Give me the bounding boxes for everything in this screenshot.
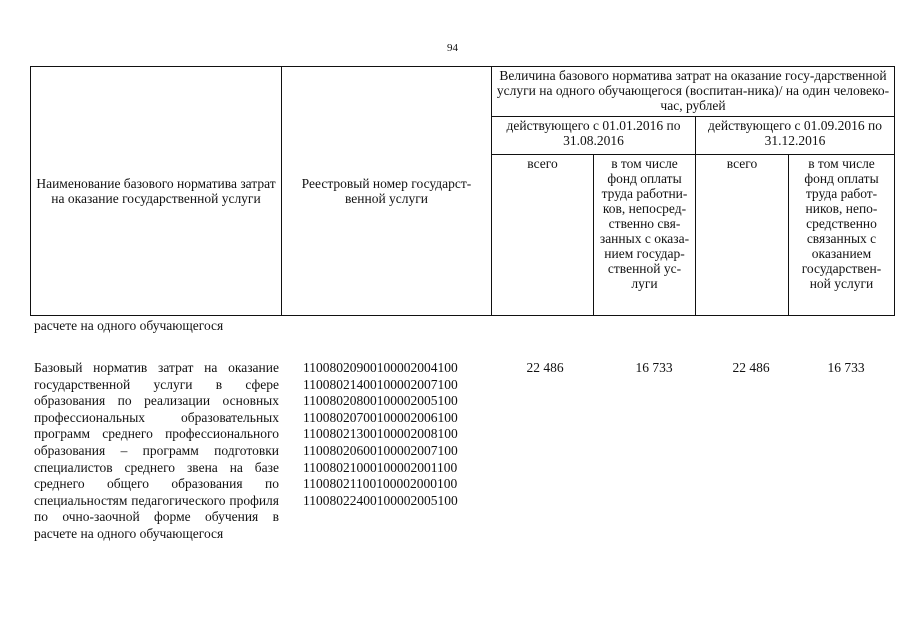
page-number: 94 [447,42,458,54]
value-p2-total: 22 486 [732,360,770,375]
header-p1-total: всего [492,155,594,316]
registry-code: 11008021100100002000100 [303,476,458,492]
registry-code: 11008020800100002005100 [303,393,458,409]
registry-code: 11008022400100002005100 [303,492,458,508]
value-p1-incl: 16 733 [635,360,673,375]
header-p2-total: всего [696,155,789,316]
row-name: Базовый норматив затрат на оказание государственной услуги в сфере образования по реализации основных профессиональных образовательных программ среднего профессионального образования – программ подготовки специалистов среднего звена на базе среднего общего образования по специальностям педагогического профиля по очно-заочной форме обучения в расчете на одного обучающегося [34,360,279,541]
table-header [30,66,895,316]
header-p1-incl: в том числе фонд оплаты труда работни-ков, непосред-ственно свя-занных с оказа-нием государ-ственной ус-луги [594,155,696,316]
header-col-registry: Реестровый номер государст-венной услуги [282,67,492,316]
value-p1-total: 22 486 [526,360,564,375]
registry-code: 11008020900100002004100 [303,360,458,375]
header-col-name: Наименование базового норматива затрат на оказание государственной услуги [31,67,282,316]
registry-code: 11008021400100002007100 [303,376,458,392]
registry-codes [303,360,458,509]
header-period-2: действующего с 01.09.2016 по 31.12.2016 [696,117,895,155]
header-period-1: действующего с 01.01.2016 по 31.08.2016 [492,117,696,155]
header-p2-incl: в том числе фонд оплаты труда работ-ников, непо-средственно связанных с оказанием государствен-ной услуги [789,155,895,316]
registry-code: 11008021300100002008100 [303,426,458,442]
registry-code: 11008020700100002006100 [303,409,458,425]
value-p2-incl: 16 733 [827,360,865,375]
continuation-text: расчете на одного обучающегося [34,318,224,333]
registry-code: 11008020600100002007100 [303,442,458,458]
header-value-group: Величина базового норматива затрат на оказание госу-дарственной услуги на одного обучающегося (воспитан-ника)/ на один человеко-час, рублей [492,67,895,117]
registry-code: 11008021000100002001100 [303,459,458,475]
